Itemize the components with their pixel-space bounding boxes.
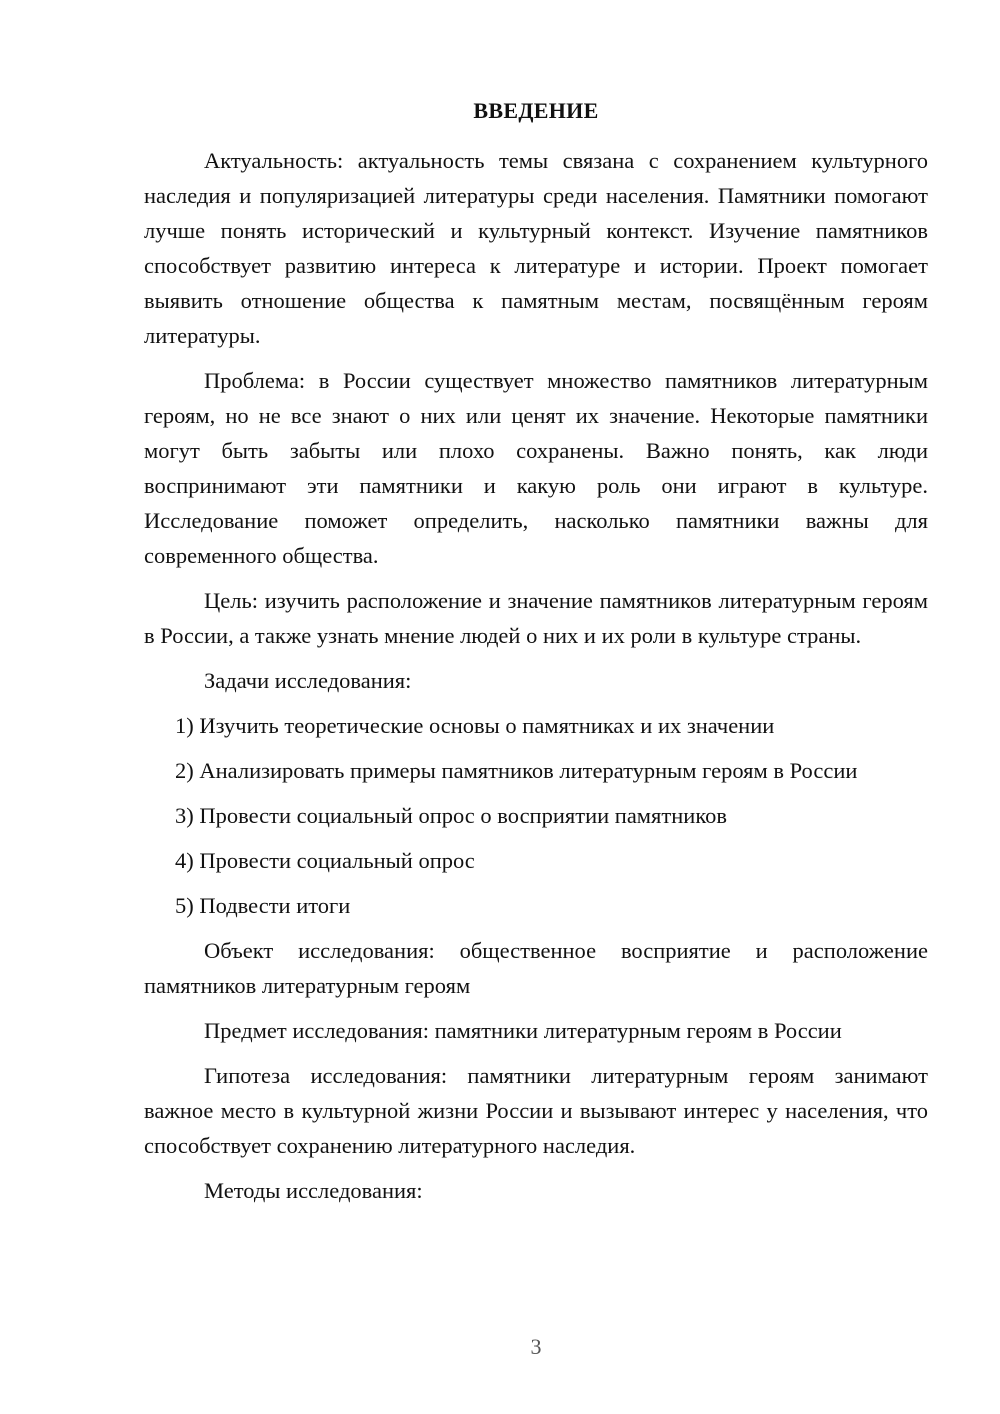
task-item-2: 2) Анализировать примеры памятников литературным героям в России xyxy=(175,758,858,783)
goal-paragraph: Цель: изучить расположение и значение памятников литературным героям в России, а также узнать мнение людей о них и их роли в культуре страны. xyxy=(144,588,928,648)
methods-heading: Методы исследования: xyxy=(204,1178,423,1203)
tasks-heading: Задачи исследования: xyxy=(204,668,412,693)
relevance-paragraph: Актуальность: актуальность темы связана с сохранением культурного наследия и популяризацией литературы среди населения. Памятники помогают лучше понять исторический и культурный контекст. Изучение памятников способствует развитию интереса к литературе и истории. Проект помогает выявить отношение общества к памятным местам, посвящённым героям литературы. xyxy=(144,148,928,348)
task-item-1: 1) Изучить теоретические основы о памятниках и их значении xyxy=(175,713,775,738)
object-paragraph: Объект исследования: общественное восприятие и расположение памятников литературным героям xyxy=(144,938,928,998)
task-item-5: 5) Подвести итоги xyxy=(175,893,351,918)
task-item-4: 4) Провести социальный опрос xyxy=(175,848,475,873)
subject-paragraph: Предмет исследования: памятники литературным героям в России xyxy=(204,1018,842,1043)
task-item-3: 3) Провести социальный опрос о восприятии памятников xyxy=(175,803,727,828)
hypothesis-paragraph: Гипотеза исследования: памятники литературным героям занимают важное место в культурной жизни России и вызывают интерес у населения, что способствует сохранению литературного наследия. xyxy=(144,1063,928,1158)
problem-paragraph: Проблема: в России существует множество памятников литературным героям, но не все знают о них или ценят их значение. Некоторые памятники могут быть забыты или плохо сохранены. Важно понять, как люди воспринимают эти памятники и какую роль они играют в культуре. Исследование поможет определить, насколько памятники важны для современного общества. xyxy=(144,368,928,568)
document-body xyxy=(144,143,928,1218)
page-title: ВВЕДЕНИЕ xyxy=(473,98,599,123)
page-number: 3 xyxy=(530,1334,542,1359)
